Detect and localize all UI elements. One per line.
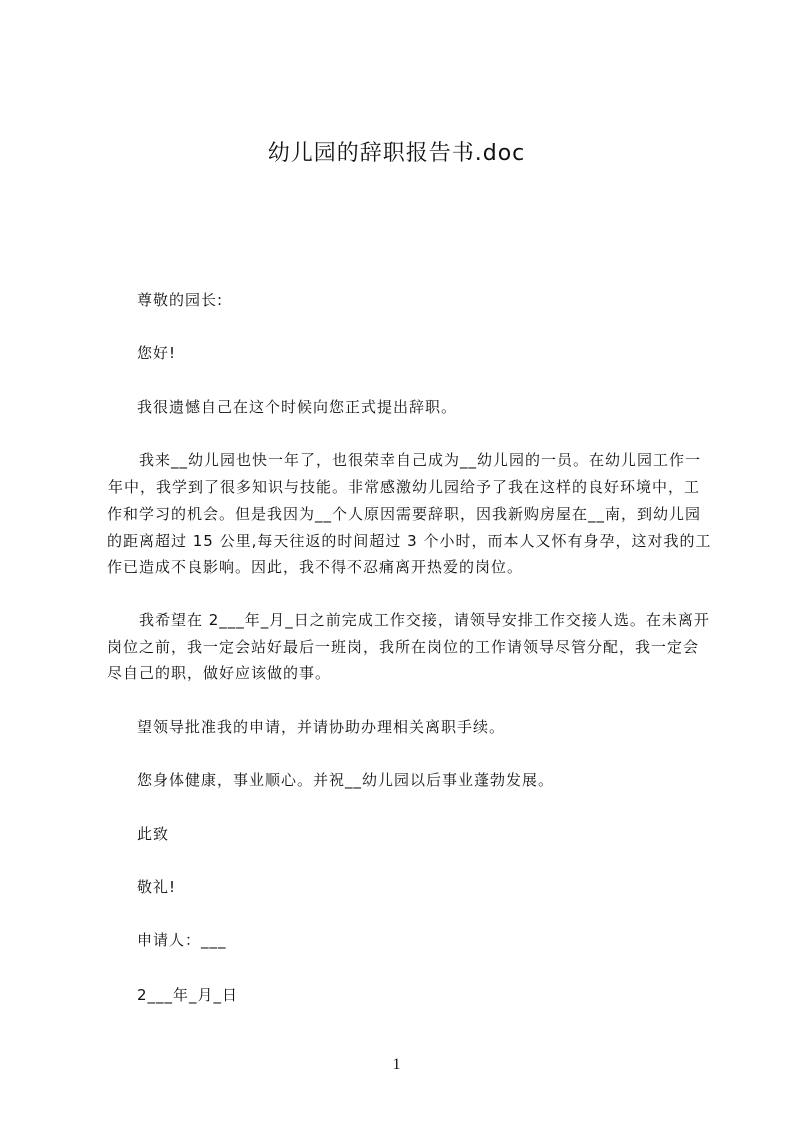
text-line: 作已造成不良影响。因此，我不得不忍痛离开热爱的岗位。 (107, 558, 524, 576)
text-line: 年中，我学到了很多知识与技能。非常感激幼儿园给予了我在这样的良好环境中，工 (108, 478, 701, 496)
text-line: 此致 (137, 825, 170, 843)
page-number: 1 (392, 1056, 401, 1073)
text-line: 2___年_月_日 (137, 986, 239, 1004)
text-line: 作和学习的机会。但是我因为__个人原因需要辞职，因我新购房屋在__南，到幼儿园 (107, 505, 702, 523)
text-line: 尽自己的职，做好应该做的事。 (107, 664, 332, 682)
text-line: 的距离超过 15 公里,每天往返的时间超过 3 个小时，而本人又怀有身孕，这对我的工 (107, 532, 712, 550)
text-line: 望领导批准我的申请，并请协助办理相关离职手续。 (137, 718, 506, 736)
text-line: 申请人：___ (137, 931, 227, 949)
text-line: 岗位之前，我一定会站好最后一班岗，我所在岗位的工作请领导尽管分配，我一定会 (107, 638, 700, 656)
text-line: 我希望在 2___年_月_日之前完成工作交接，请领导安排工作交接人选。在未离开 (139, 611, 710, 629)
text-line: 敬礼! (137, 878, 177, 896)
text-line: 您好! (137, 344, 177, 362)
text-line: 我来__幼儿园也快一年了，也很荣幸自己成为__幼儿园的一员。在幼儿园工作一 (139, 451, 702, 469)
text-line: 我很遗憾自己在这个时候向您正式提出辞职。 (137, 398, 458, 416)
text-line: 尊敬的园长: (137, 291, 224, 309)
document-title: 幼儿园的辞职报告书.doc (267, 141, 526, 166)
text-line: 您身体健康，事业顺心。并祝__幼儿园以后事业蓬勃发展。 (137, 771, 555, 789)
